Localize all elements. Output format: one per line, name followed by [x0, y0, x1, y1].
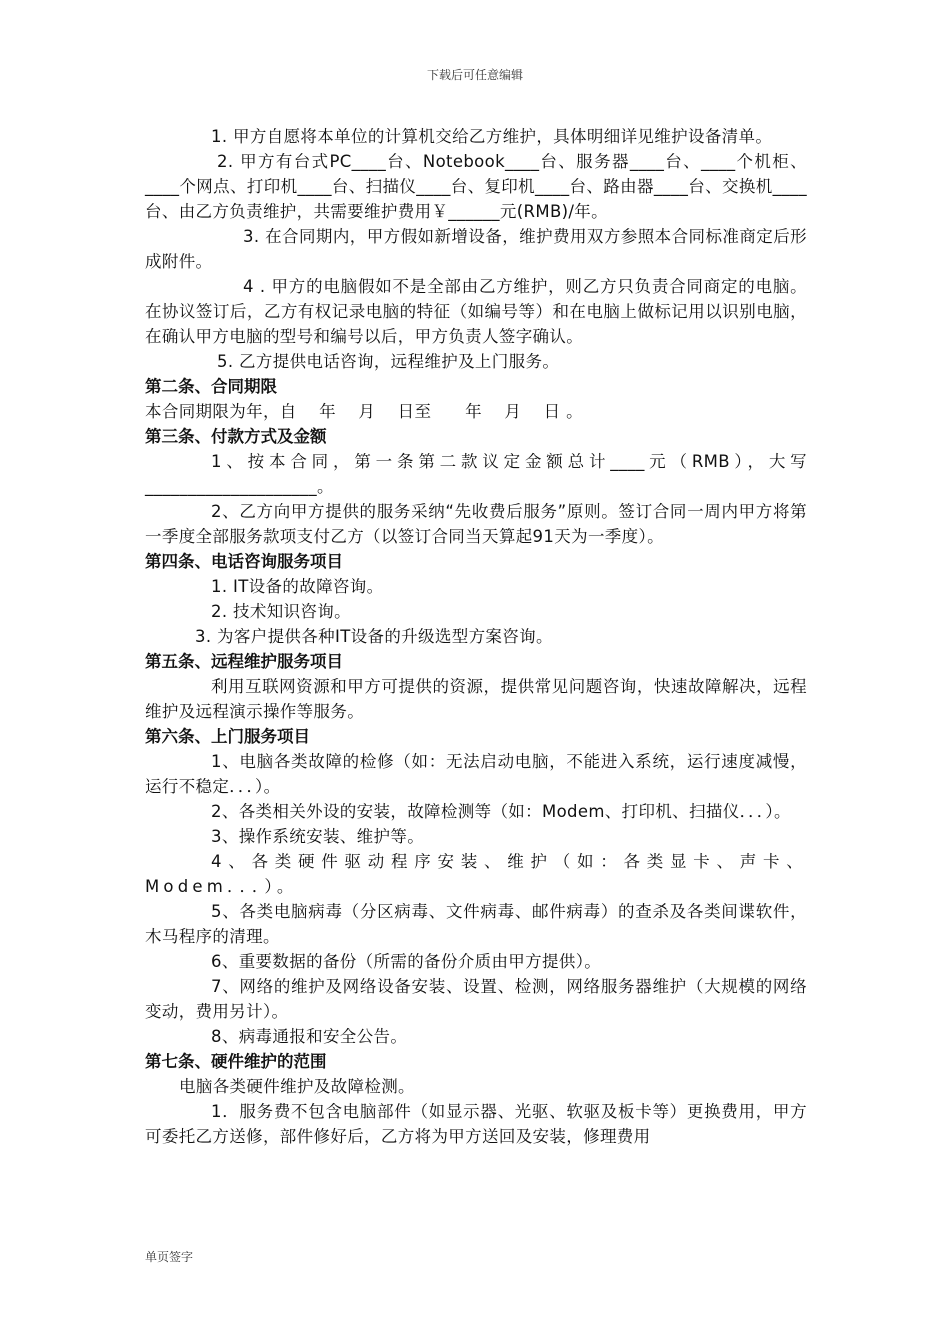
clause-6-item-8: 8、病毒通报和安全公告。 — [211, 1027, 408, 1046]
clause-3-item-2: 2、乙方向甲方提供的服务采纳“先收费后服务”原则。签订合同一周内甲方将第一季度全部服务款项支付乙方（以签订合同当天算起91天为一季度）。 — [145, 502, 807, 546]
clause-6-item-5: 5、各类电脑病毒（分区病毒、文件病毒、邮件病毒）的查杀及各类间谍软件，木马程序的清理。 — [145, 902, 807, 946]
heading-clause-7: 第七条、硬件维护的范围 — [145, 1052, 327, 1071]
clause-3-item-1: 1、按本合同，第一条第二款议定金额总计____元（RMB），大写 ____________________。 — [145, 452, 807, 496]
clause-6-item-1: 1、电脑各类故障的检修（如：无法启动电脑，不能进入系统，运行速度减慢，运行不稳定．．．）。 — [145, 752, 807, 796]
page-footer: 单页签字 — [145, 1250, 194, 1264]
clause-1-item-4: 4 . 甲方的电脑假如不是全部由乙方维护，则乙方只负责合同商定的电脑。在协议签订后，乙方有权记录电脑的特征（如编号等）和在电脑上做标记用以识别电脑，在确认甲方电脑的型号和编号以后，甲方负责人签字确认。 — [145, 277, 807, 346]
clause-1-item-3: 3. 在合同期内，甲方假如新增设备，维护费用双方参照本合同标准商定后形成附件。 — [145, 227, 807, 271]
contract-term-text: 本合同期限为年，自 年 月 日至 年 月 日 。 — [145, 402, 583, 421]
clause-5-text: 利用互联网资源和甲方可提供的资源，提供常见问题咨询，快速故障解决，远程维护及远程演示操作等服务。 — [145, 677, 807, 721]
clause-6-item-7: 7、网络的维护及网络设备安装、设置、检测，网络服务器维护（大规模的网络变动，费用另计）。 — [145, 977, 807, 1021]
clause-1-item-1: 1. 甲方自愿将本单位的计算机交给乙方维护，具体明细详见维护设备清单。 — [211, 127, 773, 146]
heading-clause-4: 第四条、电话咨询服务项目 — [145, 552, 343, 571]
clause-6-item-2: 2、各类相关外设的安装，故障检测等（如：Modem、打印机、扫描仪．．．）。 — [211, 802, 791, 821]
clause-4-item-3: 3. 为客户提供各种IT设备的升级选型方案咨询。 — [195, 627, 553, 646]
heading-clause-3: 第三条、付款方式及金额 — [145, 427, 327, 446]
heading-clause-5: 第五条、远程维护服务项目 — [145, 652, 343, 671]
clause-6-item-3: 3、操作系统安装、维护等。 — [211, 827, 425, 846]
heading-clause-2: 第二条、合同期限 — [145, 377, 277, 396]
clause-7-item-1: 1．服务费不包含电脑部件（如显示器、光驱、软驱及板卡等）更换费用，甲方可委托乙方送修，部件修好后，乙方将为甲方送回及安装，修理费用 — [145, 1102, 807, 1146]
clause-1-item-2: 2. 甲方有台式PC____台、Notebook____台、服务器____台、____个机柜、____个网点、打印机____台、扫描仪____台、复印机____台、路由器____台、交换机____台、由乙方负责维护，共需要维护费用￥______元(RMB)/年。 — [145, 152, 807, 221]
clause-7-intro: 电脑各类硬件维护及故障检测。 — [179, 1077, 415, 1096]
clause-1-item-5: 5. 乙方提供电话咨询，远程维护及上门服务。 — [217, 352, 560, 371]
page-header: 下载后可任意编辑 — [426, 68, 523, 82]
clause-6-item-4: 4、各类硬件驱动程序安装、维护（如：各类显卡、声卡、Modem．．．）。 — [145, 852, 807, 896]
clause-6-item-6: 6、重要数据的备份（所需的备份介质由甲方提供）。 — [211, 952, 602, 971]
clause-4-item-2: 2. 技术知识咨询。 — [211, 602, 351, 621]
heading-clause-6: 第六条、上门服务项目 — [145, 727, 310, 746]
clause-4-item-1: 1. IT设备的故障咨询。 — [211, 577, 384, 596]
contract-body — [145, 124, 807, 1149]
